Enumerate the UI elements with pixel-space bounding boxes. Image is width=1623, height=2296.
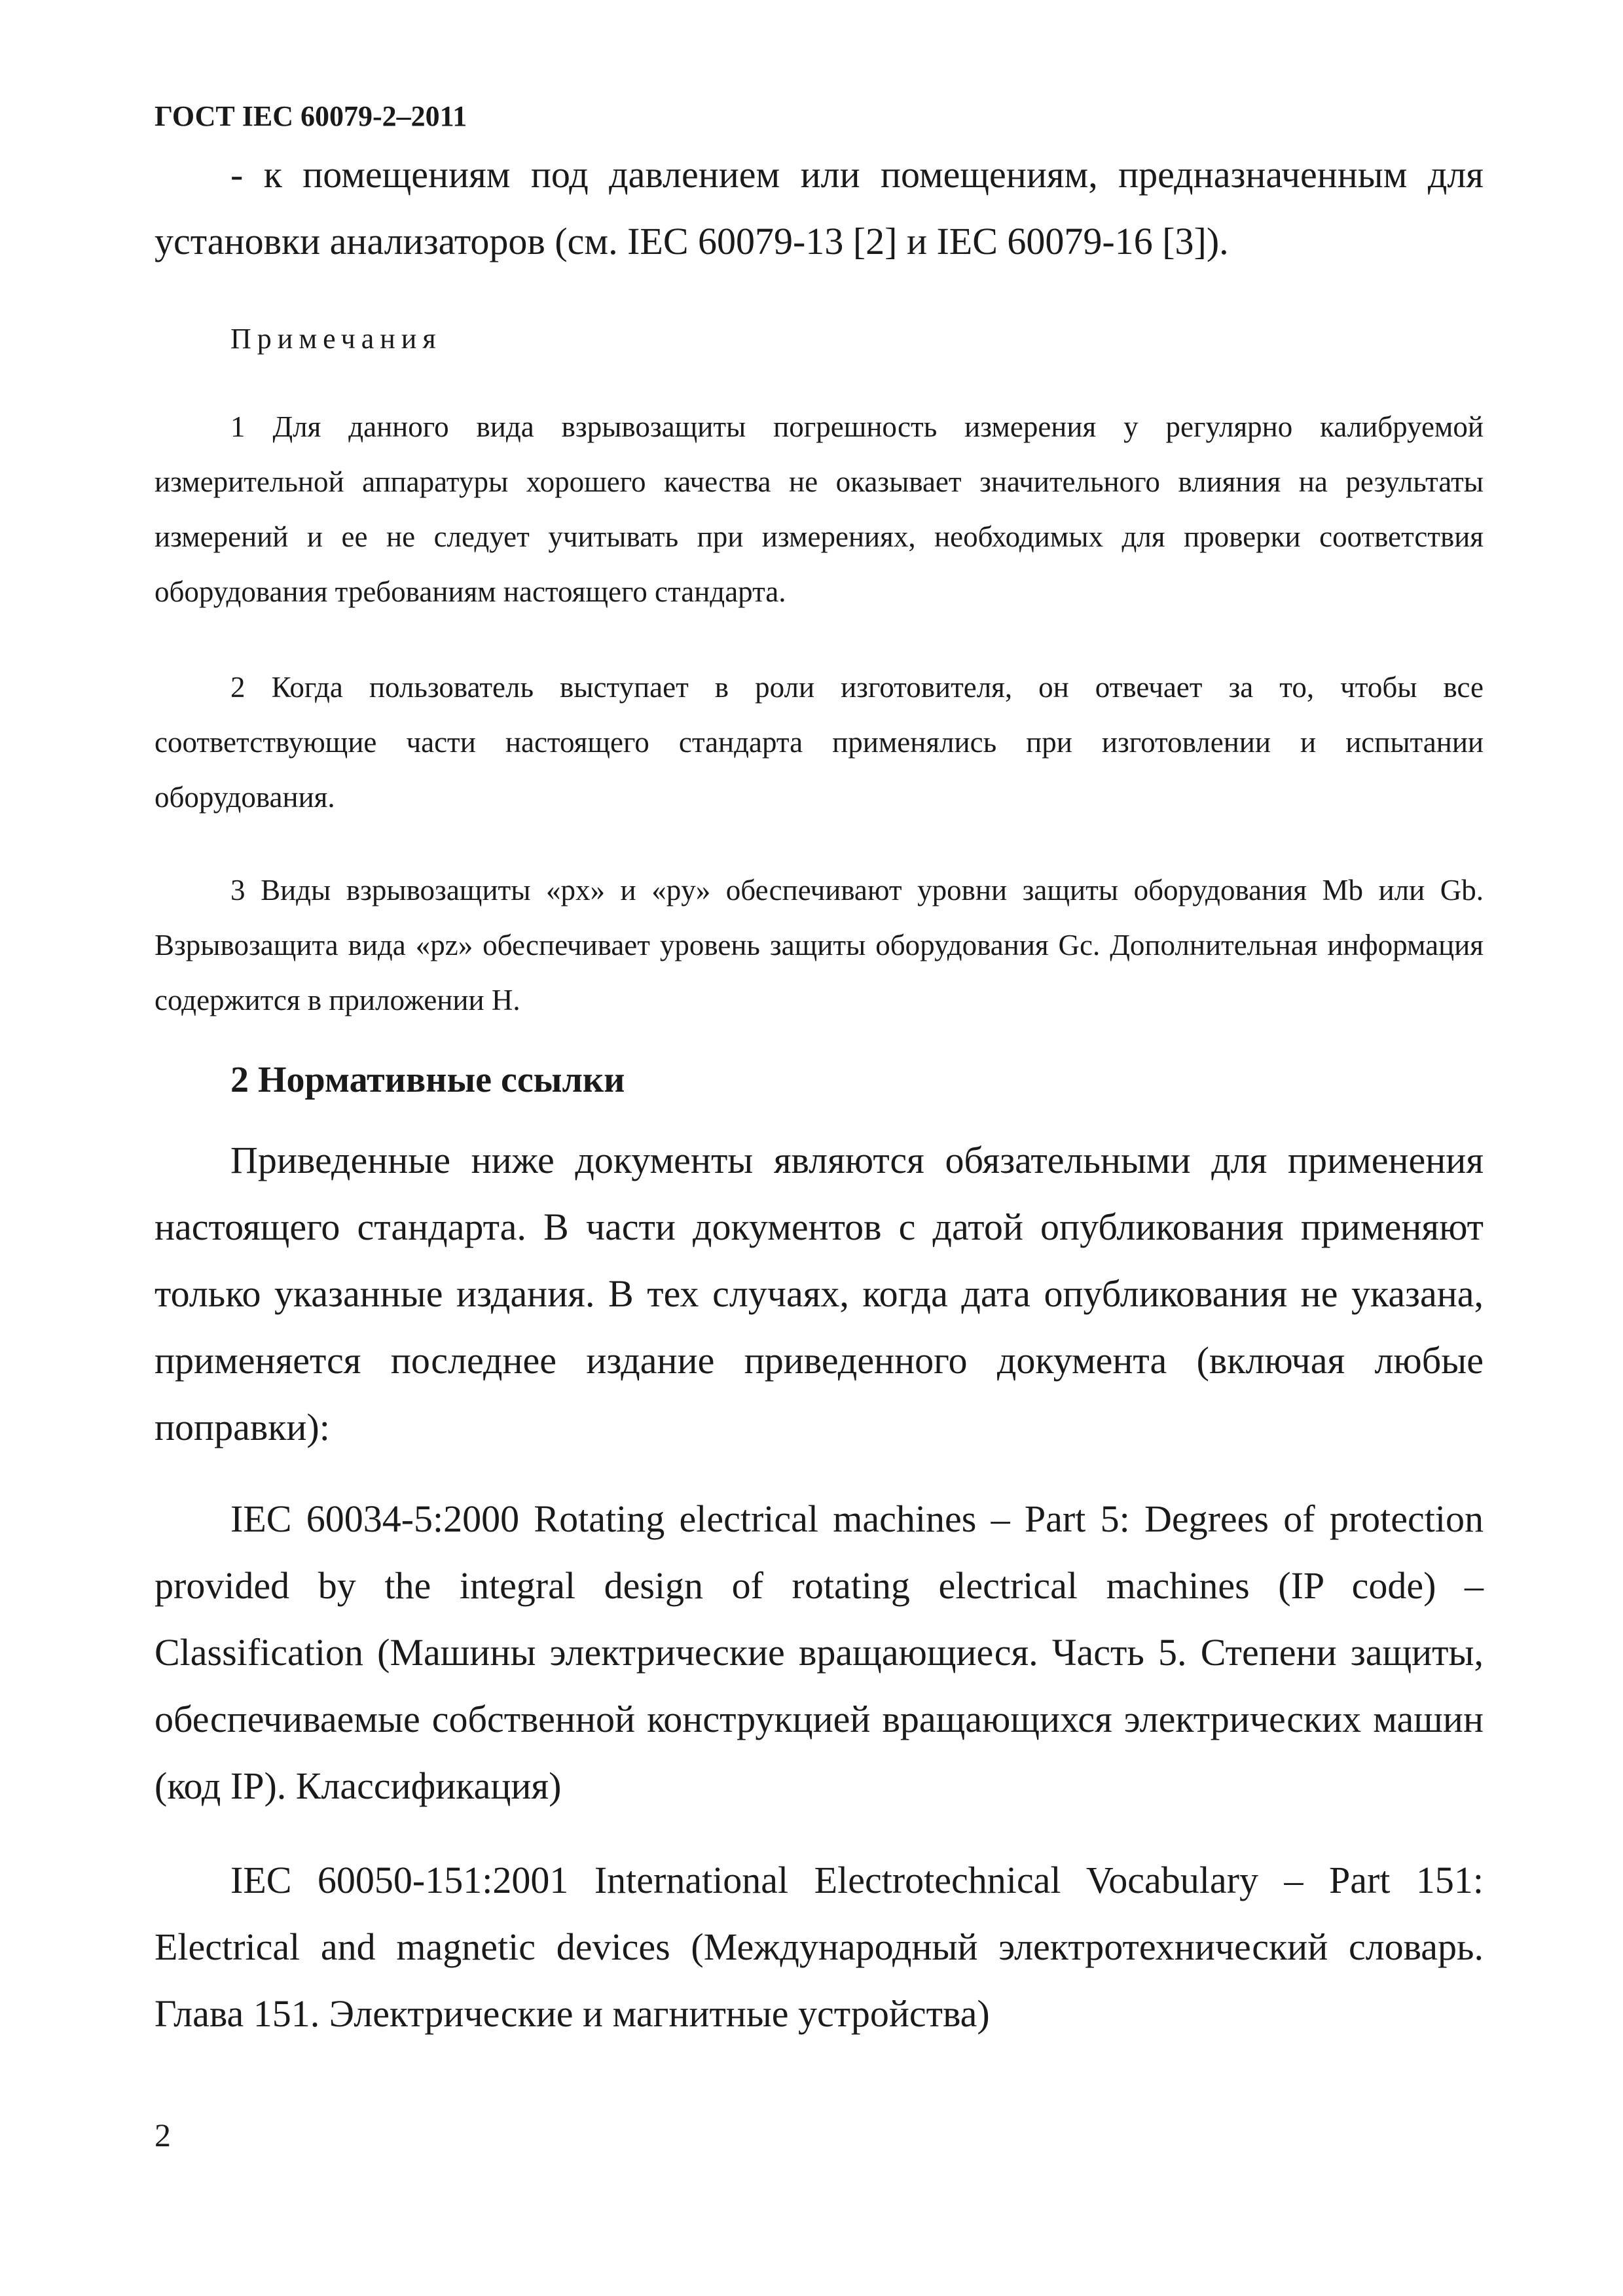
section-paragraph-intro: Приведенные ниже документы являются обязательными для применения настоящего стандарта. В части документов с датой опубликования применяют только указанные издания. В тех случаях, когда дата опубликования не указана, применяется последнее издание приведенного документа (включая любые поправки): — [155, 1139, 1484, 1448]
reference-iec-60050-151: IEC 60050-151:2001 International Electrotechnical Vocabulary – Part 151: Electrical and magnetic devices (Международный электротехнический словарь. Глава 151. Электрические и магнитные устройства) — [155, 1859, 1484, 2035]
intro-list-item: - к помещениям под давлением или помещениям, предназначенным для установки анализаторов (см. IEC 60079-13 [2] и IEC 60079-16 [3]). — [155, 153, 1484, 262]
note-item-3: 3 Виды взрывозащиты «px» и «py» обеспечивают уровни защиты оборудования Mb или Gb. Взрывозащита вида «pz» обеспечивает уровень защиты оборудования Gc. Дополнительная информация содержится в приложении H. — [155, 874, 1484, 1016]
note-item-1: 1 Для данного вида взрывозащиты погрешность измерения у регулярно калибруемой измерительной аппаратуры хорошего качества не оказывает значительного влияния на результаты измерений и ее не следует учитывать при измерениях, необходимых для проверки соответствия оборудования требованиям настоящего стандарта. — [155, 410, 1484, 608]
page-number: 2 — [155, 2117, 171, 2153]
section-title: 2 Нормативные ссылки — [230, 1060, 625, 1100]
notes-label: Примечания — [230, 323, 442, 355]
reference-iec-60034-5: IEC 60034-5:2000 Rotating electrical machines – Part 5: Degrees of protection provided by the integral design of rotating electrical machines (IP code) – Classification (Машины электрические вращающиеся. Часть 5. Степени защиты, обеспечиваемые собственной конструкцией вращающихся электрических машин (код IP). Классификация) — [155, 1498, 1484, 1807]
note-item-2: 2 Когда пользователь выступает в роли изготовителя, он отвечает за то, чтобы все соответствующие части настоящего стандарта применялись при изготовлении и испытании оборудования. — [155, 671, 1484, 814]
document-header-code: ГОСТ IEC 60079-2–2011 — [155, 100, 467, 132]
